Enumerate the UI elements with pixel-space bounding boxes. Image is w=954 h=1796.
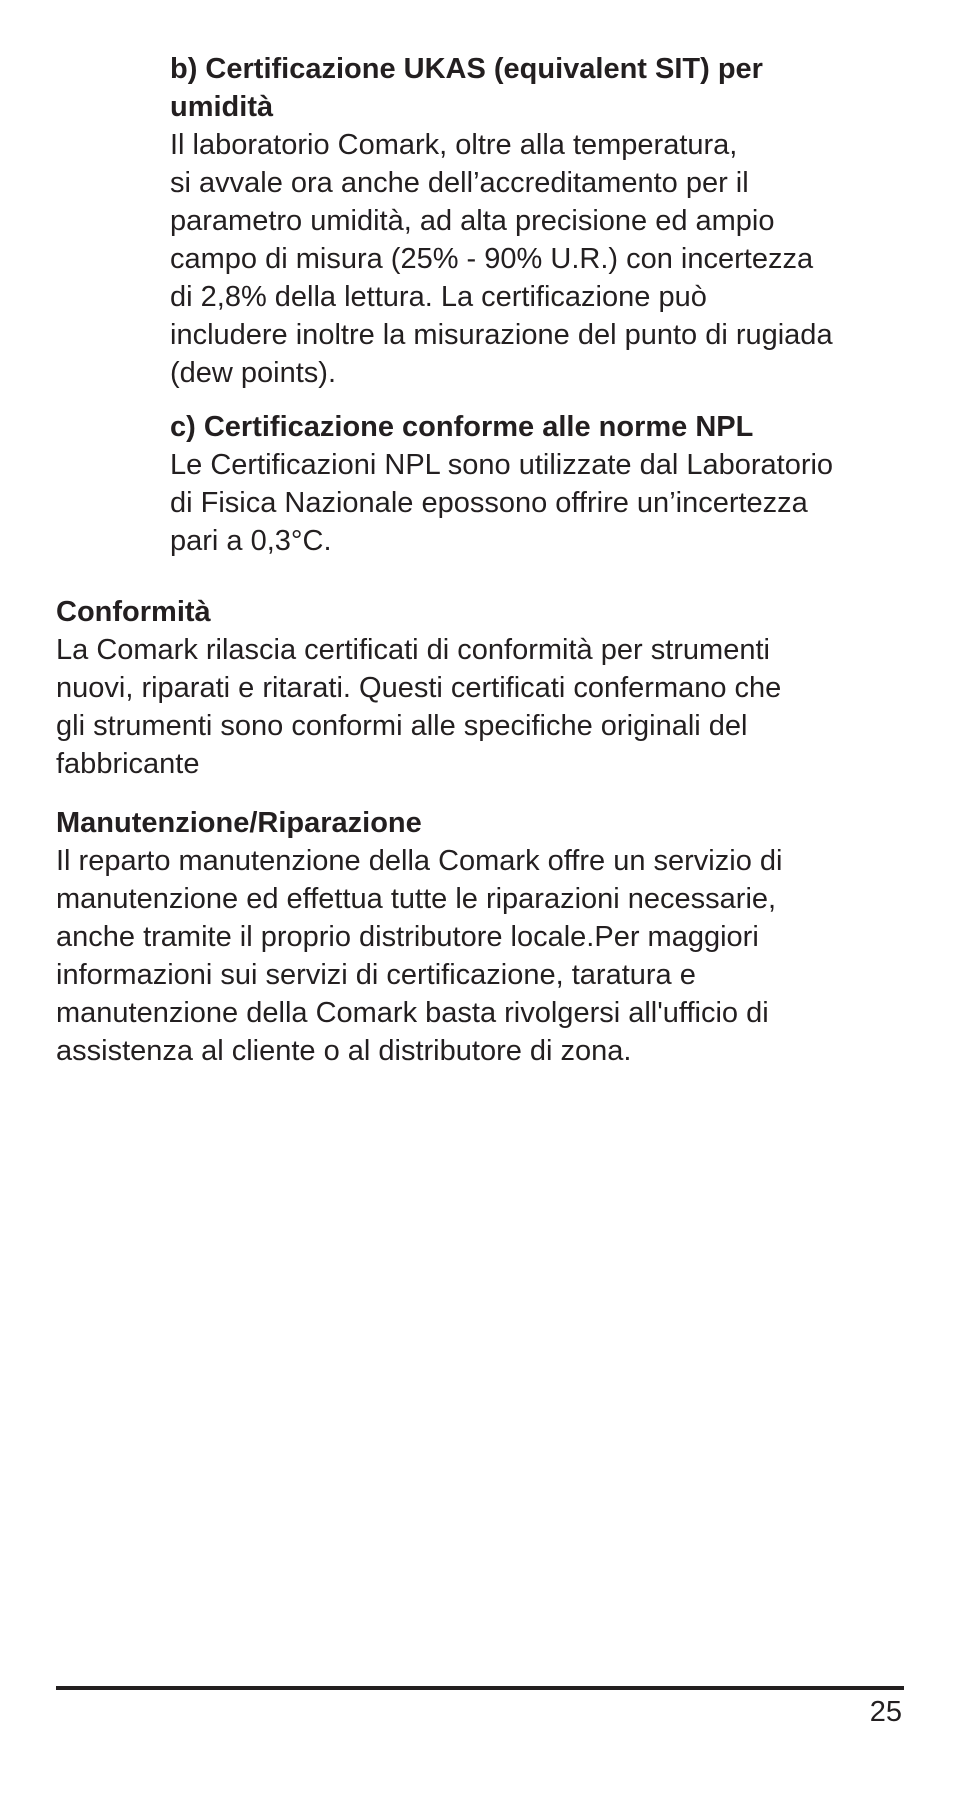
- section-heading: [56, 804, 916, 842]
- body-line: si avvale ora anche dell’accreditamento per il: [170, 167, 749, 199]
- footer-divider: [56, 1686, 904, 1690]
- body-line: assistenza al cliente o al distributore di zona.: [56, 1035, 632, 1067]
- body-line: manutenzione ed effettua tutte le riparazioni necessarie,: [56, 883, 777, 915]
- body-line: Il laboratorio Comark, oltre alla temperatura,: [170, 129, 738, 161]
- section-heading: [170, 408, 910, 446]
- section-heading: [170, 50, 910, 126]
- heading-line: b) Certificazione UKAS (equivalent SIT) per: [170, 53, 763, 85]
- page-number: 25: [869, 1696, 902, 1728]
- body-line: Il reparto manutenzione della Comark offre un servizio di: [56, 845, 783, 877]
- section-heading: [56, 593, 916, 631]
- section-manutenzione: [56, 804, 916, 1070]
- section-conformita: [56, 593, 916, 783]
- body-line: campo di misura (25% - 90% U.R.) con incertezza: [170, 243, 814, 275]
- body-line: informazioni sui servizi di certificazione, taratura e: [56, 959, 696, 991]
- section-body: [56, 842, 916, 1070]
- heading-line: Conformità: [56, 596, 211, 628]
- body-line: parametro umidità, ad alta precisione ed ampio: [170, 205, 775, 237]
- body-line: includere inoltre la misurazione del punto di rugiada: [170, 319, 833, 351]
- section-ukas-certification: [170, 50, 910, 392]
- section-npl-certification: [170, 408, 910, 560]
- section-body: [56, 631, 916, 783]
- section-body: [170, 446, 910, 560]
- section-body: [170, 126, 910, 392]
- body-line: nuovi, riparati e ritarati. Questi certificati confermano che: [56, 672, 782, 704]
- body-line: anche tramite il proprio distributore locale.Per maggiori: [56, 921, 759, 953]
- heading-line: Manutenzione/Riparazione: [56, 807, 422, 839]
- heading-line: umidità: [170, 91, 274, 123]
- body-line: manutenzione della Comark basta rivolgersi all'ufficio di: [56, 997, 769, 1029]
- body-line: pari a 0,3°C.: [170, 525, 332, 557]
- body-line: fabbricante: [56, 748, 200, 780]
- body-line: di Fisica Nazionale epossono offrire un’incertezza: [170, 487, 808, 519]
- body-line: (dew points).: [170, 357, 337, 389]
- body-line: Le Certificazioni NPL sono utilizzate dal Laboratorio: [170, 449, 834, 481]
- body-line: di 2,8% della lettura. La certificazione può: [170, 281, 707, 313]
- body-line: gli strumenti sono conformi alle specifiche originali del: [56, 710, 748, 742]
- body-line: La Comark rilascia certificati di conformità per strumenti: [56, 634, 770, 666]
- heading-line: c) Certificazione conforme alle norme NPL: [170, 411, 754, 443]
